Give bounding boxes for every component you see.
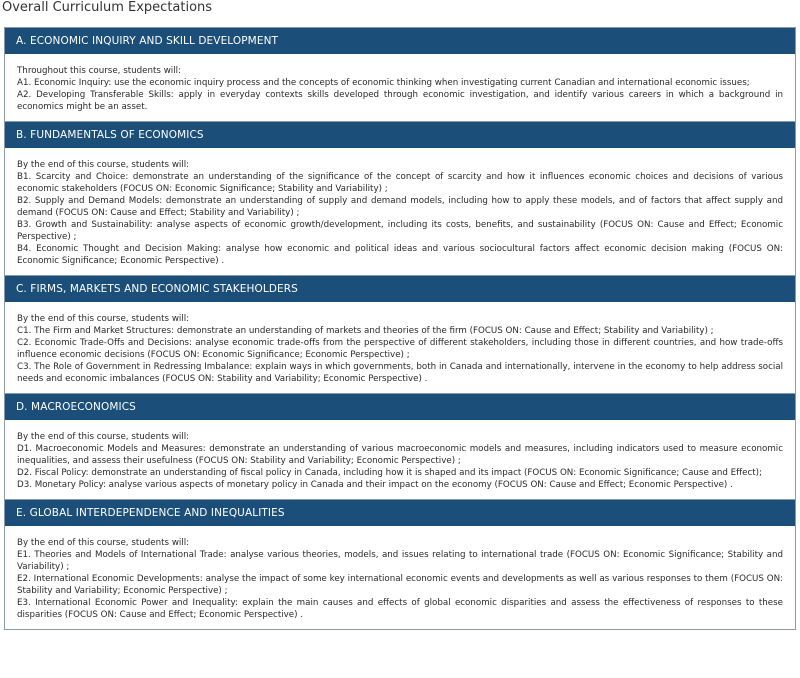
section-intro: Throughout this course, students will: bbox=[17, 66, 181, 76]
expectation-d1: D1. Macroeconomic Models and Measures: demonstrate an understanding of various macroeconomic models and measures, including indicators used to measure economic inequalities, and assess their usefulness (FOCUS ON: Stability and Variability; Economic Perspective) ; bbox=[17, 444, 783, 466]
section-b bbox=[5, 121, 795, 275]
expectation-b2: B2. Supply and Demand Models: demonstrate an understanding of supply and demand models, including how to apply these models, and of factors that affect supply and demand (FOCUS ON: Cause and Effect; Stability and Variability) ; bbox=[17, 196, 783, 218]
section-heading: A. ECONOMIC INQUIRY AND SKILL DEVELOPMENT bbox=[5, 28, 795, 54]
section-c bbox=[5, 275, 795, 393]
expectation-a1: A1. Economic Inquiry: use the economic inquiry process and the concepts of economic thinking when investigating current Canadian and international economic issues; bbox=[17, 78, 750, 88]
expectation-d2: D2. Fiscal Policy: demonstrate an understanding of fiscal policy in Canada, including how it is shaped and its impact (FOCUS ON: Economic Significance; Cause and Effect); bbox=[17, 468, 762, 478]
curriculum-expectations-table bbox=[4, 27, 796, 630]
section-intro: By the end of this course, students will: bbox=[17, 432, 190, 442]
section-heading: E. GLOBAL INTERDEPENDENCE AND INEQUALITIES bbox=[5, 500, 795, 526]
section-body bbox=[5, 420, 795, 499]
expectation-c1: C1. The Firm and Market Structures: demonstrate an understanding of markets and theories of the firm (FOCUS ON: Cause and Effect; Stability and Variability) ; bbox=[17, 326, 714, 336]
section-body bbox=[5, 302, 795, 393]
section-body bbox=[5, 148, 795, 275]
section-body bbox=[5, 54, 795, 121]
section-e bbox=[5, 499, 795, 629]
expectation-c2: C2. Economic Trade-Offs and Decisions: analyse economic trade-offs from the perspective of different stakeholders, including those in different countries, and how trade-offs influence economic decisions (FOCUS ON: Economic Significance; Economic Perspective) ; bbox=[17, 338, 783, 360]
section-a bbox=[5, 28, 795, 121]
section-intro: By the end of this course, students will: bbox=[17, 160, 190, 170]
expectation-a2: A2. Developing Transferable Skills: apply in everyday contexts skills developed through economic investigation, and identify various careers in which a background in economics might be an asset. bbox=[17, 90, 783, 112]
section-intro: By the end of this course, students will: bbox=[17, 538, 190, 548]
expectation-e2: E2. International Economic Developments: analyse the impact of some key international economic events and developments as well as various responses to them (FOCUS ON: Stability and Variability; Economic Perspective) ; bbox=[17, 574, 783, 596]
expectation-e1: E1. Theories and Models of International Trade: analyse various theories, models, and issues relating to international trade (FOCUS ON: Economic Significance; Stability and Variability) ; bbox=[17, 550, 783, 572]
expectation-b1: B1. Scarcity and Choice: demonstrate an understanding of the significance of the concept of scarcity and how it influences economic choices and decisions of various economic stakeholders (FOCUS ON: Economic Significance; Stability and Variability) ; bbox=[17, 172, 783, 194]
expectation-b3: B3. Growth and Sustainability: analyse aspects of economic growth/development, including its costs, benefits, and sustainability (FOCUS ON: Cause and Effect; Economic Perspective) ; bbox=[17, 220, 783, 242]
section-d bbox=[5, 393, 795, 499]
expectation-c3: C3. The Role of Government in Redressing Imbalance: explain ways in which governments, both in Canada and internationally, intervene in the economy to help address social needs and economic imbalances (FOCUS ON: Stability and Variability; Economic Perspective) . bbox=[17, 362, 783, 384]
section-body bbox=[5, 526, 795, 629]
section-heading: B. FUNDAMENTALS OF ECONOMICS bbox=[5, 122, 795, 148]
expectation-e3: E3. International Economic Power and Inequality: explain the main causes and effects of global economic disparities and assess the effectiveness of responses to these disparities (FOCUS ON: Cause and Effect; Economic Perspective) . bbox=[17, 598, 783, 620]
page-title: Overall Curriculum Expectations bbox=[2, 0, 213, 15]
section-heading: C. FIRMS, MARKETS AND ECONOMIC STAKEHOLDERS bbox=[5, 276, 795, 302]
section-intro: By the end of this course, students will: bbox=[17, 314, 190, 324]
expectation-b4: B4. Economic Thought and Decision Making: analyse how economic and political ideas and various sociocultural factors affect economic decision making (FOCUS ON: Economic Significance; Economic Perspective) . bbox=[17, 244, 783, 266]
expectation-d3: D3. Monetary Policy: analyse various aspects of monetary policy in Canada and their impact on the economy (FOCUS ON: Cause and Effect; Economic Perspective) . bbox=[17, 480, 733, 490]
section-heading: D. MACROECONOMICS bbox=[5, 394, 795, 420]
